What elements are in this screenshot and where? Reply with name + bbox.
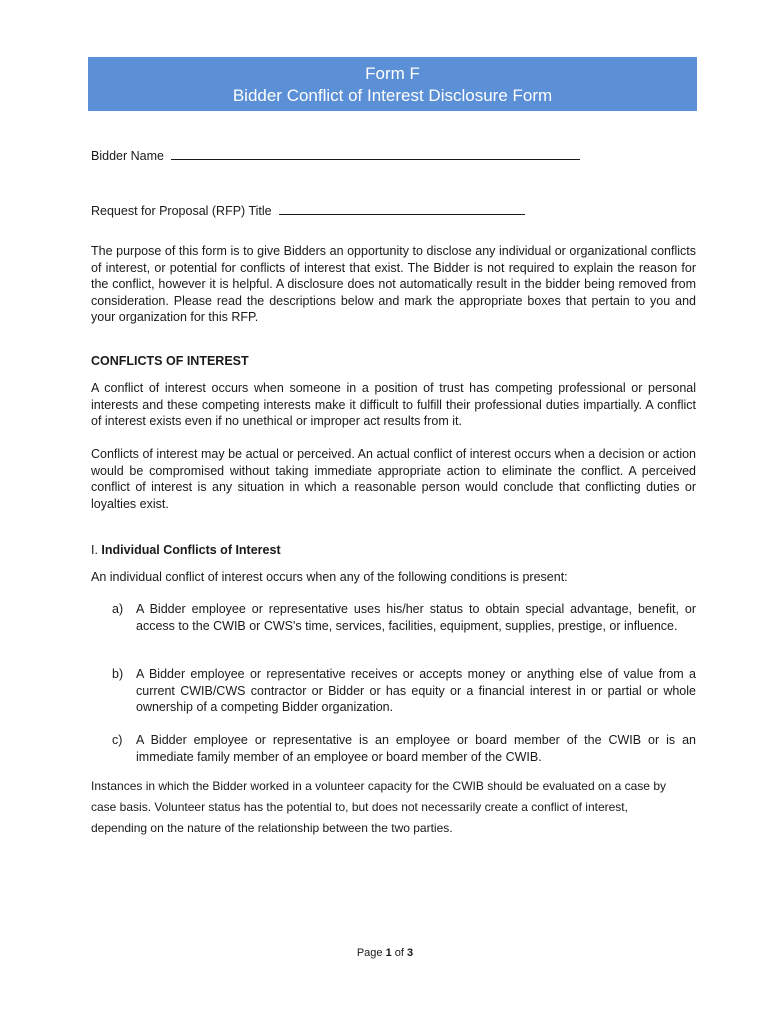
rfp-title-row [91, 201, 525, 219]
page-word: Page [356, 947, 386, 959]
page-total: 3 [407, 947, 414, 959]
volunteer-note: Instances in which the Bidder worked in a volunteer capacity for the CWIB should be evaluated on a case by case basis. Volunteer status has the potential to, but does not necessarily create a conflict of interest, depending on the nature of the relationship between the two parties. [91, 779, 666, 835]
list-item-marker: a) [112, 602, 124, 616]
intro-paragraph: The purpose of this form is to give Bidders an opportunity to disclose any individual or organizational conflicts of interest, or potential for conflicts of interest that exist. The Bidder is not required to explain the reason for the conflict, however it is helpful. A disclosure does not automatically result in the bidder being removed from consideration. Please read the descriptions below and mark the appropriate boxes that pertain to you and your organization for this RFP. [91, 244, 696, 325]
list-item-text: A Bidder employee or representative receives or accepts money or anything else of value from a current CWIB/CWS contractor or Bidder or has equity or a financial interest in or partial or whole ownership of a competing Bidder organization. [136, 667, 696, 715]
individual-heading [91, 542, 281, 558]
list-item [112, 732, 696, 765]
page-of: of [391, 947, 408, 959]
conflicts-paragraph-1: A conflict of interest occurs when someone in a position of trust has competing professional or personal interests and these competing interests make it difficult to fulfill their professional duties impartially. A conflict of interest exists even if no unethical or improper act results from it. [91, 381, 696, 429]
form-label: Form F [365, 64, 420, 83]
page-current: 1 [385, 947, 392, 959]
list-item-text: A Bidder employee or representative is an employee or board member of the CWIB or is an immediate family member of an employee or board member of the CWIB. [136, 733, 696, 764]
individual-intro: An individual conflict of interest occurs when any of the following conditions is present: [91, 570, 568, 584]
page-number [0, 946, 770, 960]
form-header [88, 57, 697, 111]
rfp-title-field[interactable] [279, 201, 525, 215]
individual-heading-text: Individual Conflicts of Interest [101, 543, 281, 557]
form-title: Bidder Conflict of Interest Disclosure Form [232, 86, 553, 105]
list-item [112, 601, 696, 634]
bidder-name-row [91, 146, 580, 164]
list-item-text: A Bidder employee or representative uses his/her status to obtain special advantage, benefit, or access to the CWIB or CWS's time, services, facilities, equipment, supplies, prestige, or influence. [136, 602, 696, 633]
list-item-marker: b) [112, 667, 124, 681]
individual-heading-prefix: I. [91, 543, 102, 557]
list-item [112, 666, 696, 716]
bidder-name-label: Bidder Name [91, 149, 164, 163]
list-item-marker: c) [112, 733, 123, 747]
conflicts-paragraph-2: Conflicts of interest may be actual or perceived. An actual conflict of interest occurs when a decision or action would be compromised without taking immediate appropriate action to eliminate the conflict. A perceived conflict of interest is any situation in which a reasonable person would conclude that conflicting duties or loyalties exist. [91, 447, 696, 511]
conflicts-heading: CONFLICTS OF INTEREST [91, 354, 249, 368]
rfp-title-label: Request for Proposal (RFP) Title [91, 204, 272, 218]
bidder-name-field[interactable] [171, 146, 580, 160]
